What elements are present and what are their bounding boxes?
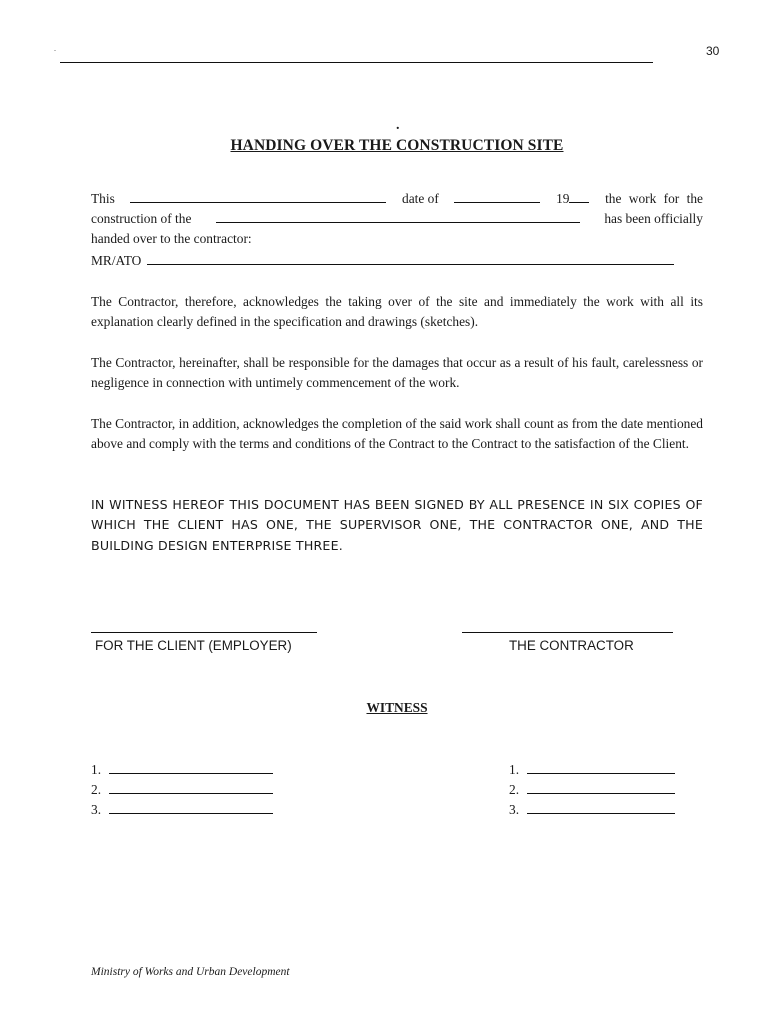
year-prefix: 19 [556, 191, 570, 206]
witness-right-blank [527, 801, 675, 814]
page-number: 30 [706, 44, 720, 58]
date-blank [454, 190, 540, 203]
officially-label: has been officially [604, 211, 703, 226]
paragraph-acknowledgement: The Contractor, therefore, acknowledges the taking over of the site and immediately the work with all its explanation clearly defined in the specification and drawings (sketches). [91, 294, 703, 330]
witness-right-2 [509, 780, 675, 800]
this-label: This [91, 191, 115, 206]
construction-blank [216, 210, 580, 223]
witness-right-1 [509, 760, 675, 780]
witness-left-number: 1. [91, 762, 102, 777]
year-blank [569, 190, 589, 203]
witness-left-blank [109, 781, 273, 794]
witness-right-3 [509, 800, 675, 820]
client-signature-label: FOR THE CLIENT (EMPLOYER) [95, 638, 292, 653]
witness-statement: IN WITNESS HEREOF THIS DOCUMENT HAS BEEN SIGNED BY ALL PRESENCE IN SIX COPIES OF WHICH THE CLIENT HAS ONE, THE SUPERVISOR ONE, THE CONTRACTOR ONE, AND THE BUILDING DESIGN ENTERPRISE THREE. [91, 497, 703, 553]
witness-left-2 [91, 780, 273, 800]
header-left-mark: . [54, 44, 56, 53]
witness-right-blank [527, 761, 675, 774]
form-line-1 [91, 190, 703, 207]
witness-left-blank [109, 801, 273, 814]
contractor-signature-label: THE CONTRACTOR [509, 638, 634, 653]
date-of-label: date of [402, 191, 439, 206]
witness-left-3 [91, 800, 273, 820]
form-line-2 [91, 210, 703, 227]
client-signature-line [91, 632, 317, 633]
paragraph-responsibility: The Contractor, hereinafter, shall be responsible for the damages that occur as a result of his fault, carelessness or negligence in connection with untimely commencement of the work. [91, 355, 703, 391]
form-line-mr-ato [91, 252, 674, 269]
witness-left-1 [91, 760, 273, 780]
witness-left-number: 3. [91, 802, 102, 817]
header-rule [60, 62, 653, 63]
paragraph-completion: The Contractor, in addition, acknowledges the completion of the said work shall count as from the date mentioned above and comply with the terms and conditions of the Contract to the Contract to the satisfaction of the Client. [91, 416, 703, 452]
title-dot: . [396, 118, 400, 133]
construction-label: construction of the [91, 211, 192, 226]
witness-left-blank [109, 761, 273, 774]
page-title: HANDING OVER THE CONSTRUCTION SITE [230, 137, 564, 154]
witness-right-number: 1. [509, 762, 520, 777]
this-blank [130, 190, 386, 203]
witness-left-number: 2. [91, 782, 102, 797]
handed-over-text: handed over to the contractor: [91, 231, 252, 246]
mr-ato-label: MR/ATO [91, 253, 142, 268]
work-for-label: the work for the [605, 191, 703, 206]
footer-ministry: Ministry of Works and Urban Development [91, 966, 290, 978]
witness-right-number: 3. [509, 802, 520, 817]
witness-right-blank [527, 781, 675, 794]
contractor-signature-line [462, 632, 673, 633]
mr-ato-blank [147, 252, 674, 265]
witness-right-number: 2. [509, 782, 520, 797]
witness-heading: WITNESS [366, 700, 428, 715]
